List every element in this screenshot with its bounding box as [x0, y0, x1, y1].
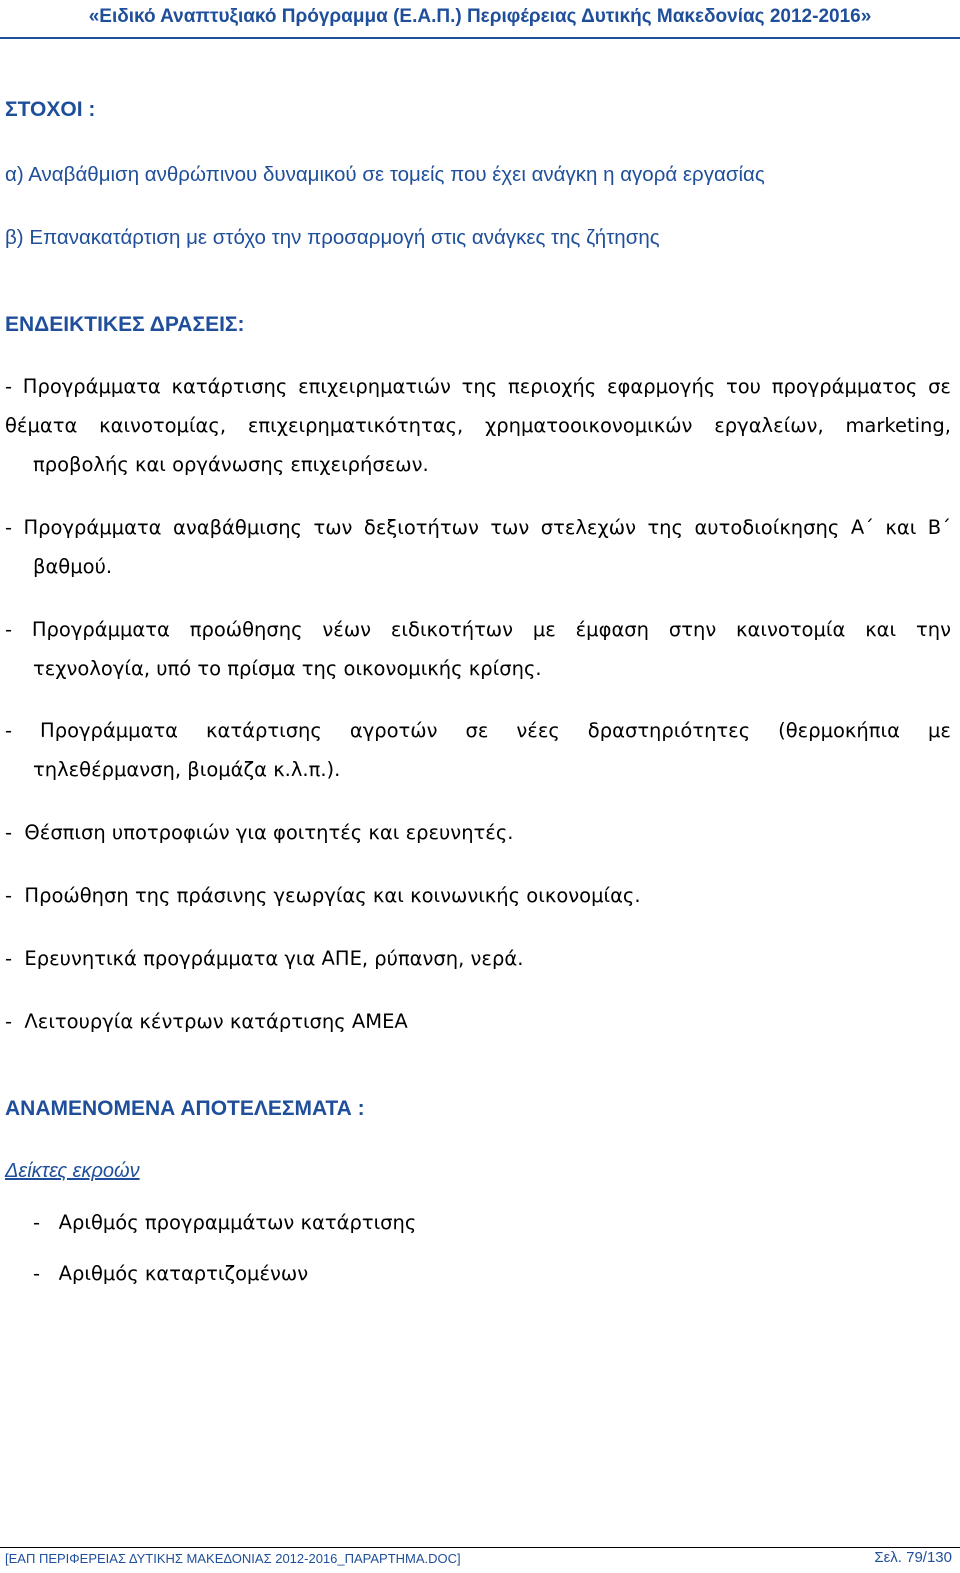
word: χρηματοοικονομικών	[485, 414, 693, 437]
word: αναβάθμισης	[173, 516, 302, 539]
word: καινοτομία	[736, 618, 846, 641]
word: -	[5, 719, 13, 742]
actions-heading: ΕΝΔΕΙΚΤΙΚΕΣ ΔΡΑΣΕΙΣ:	[5, 313, 245, 336]
word: (θερμοκήπια	[778, 719, 900, 742]
action-line: τεχνολογία, υπό το πρίσμα της οικονομικής κρίσης.	[33, 657, 542, 680]
word: προγράμματος	[771, 375, 918, 398]
action-line: - Προώθηση της πράσινης γεωργίας και κοινωνικής οικονομίας.	[5, 884, 641, 907]
word: με	[532, 618, 556, 641]
word: της	[461, 375, 498, 398]
footer-page-number: Σελ. 79/130	[874, 1549, 952, 1566]
word: σε	[465, 719, 489, 742]
action-line: - Θέσπιση υποτροφιών για φοιτητές και ερευνητές.	[5, 821, 514, 844]
indicator-item: - Αριθμός καταρτιζομένων	[33, 1262, 309, 1285]
word: με	[927, 719, 951, 742]
word: επιχειρηματιών	[298, 375, 451, 398]
header-divider	[0, 37, 960, 39]
page-header: «Ειδικό Αναπτυξιακό Πρόγραμμα (Ε.Α.Π.) Περιφέρειας Δυτικής Μακεδονίας 2012-2016»	[88, 6, 872, 27]
word: περιοχής	[507, 375, 597, 398]
word: του	[726, 375, 761, 398]
indicator-item: - Αριθμός προγραμμάτων κατάρτισης	[33, 1211, 417, 1234]
word: δραστηριότητες	[587, 719, 751, 742]
footer-document-name: [ΕΑΠ ΠΕΡΙΦΕΡΕΙΑΣ ΔΥΤΙΚΗΣ ΜΑΚΕΔΟΝΙΑΣ 2012-2016_ΠΑΡΑΡΤΗΜΑ.DOC]	[5, 1551, 461, 1566]
word: και	[865, 618, 897, 641]
word: εργαλείων,	[714, 414, 824, 437]
word: της	[647, 516, 683, 539]
word: και	[885, 516, 917, 539]
action-line: τηλεθέρμανση, βιομάζα κ.λ.π.).	[33, 758, 341, 781]
action-line	[5, 719, 951, 742]
word: αυτοδιοίκησης	[694, 516, 840, 539]
action-line: βαθμού.	[33, 555, 113, 578]
indicators-heading: Δείκτες εκροών	[5, 1160, 140, 1182]
word: Προγράμματα	[31, 618, 170, 641]
word: marketing,	[845, 414, 951, 437]
word: Προγράμματα	[40, 719, 179, 742]
word: κατάρτισης	[171, 375, 288, 398]
word: -	[5, 516, 13, 539]
footer-divider	[0, 1547, 960, 1548]
word: σε	[928, 375, 951, 398]
word: Β΄	[927, 516, 951, 539]
word: στελεχών	[540, 516, 636, 539]
word: των	[490, 516, 530, 539]
word: κατάρτισης	[206, 719, 322, 742]
word: ειδικοτήτων	[390, 618, 514, 641]
action-line: - Ερευνητικά προγράμματα για ΑΠΕ, ρύπανση, νερά.	[5, 947, 524, 970]
action-line	[5, 618, 951, 641]
action-line	[5, 516, 951, 539]
action-line	[5, 375, 951, 398]
word: θέματα	[5, 414, 78, 437]
word: νέες	[516, 719, 560, 742]
goal-item: β) Επανακατάρτιση με στόχο την προσαρμογή στις ανάγκες της ζήτησης	[5, 226, 660, 249]
word: δεξιοτήτων	[363, 516, 479, 539]
action-line: - Λειτουργία κέντρων κατάρτισης ΑΜΕΑ	[5, 1010, 408, 1033]
word: επιχειρηματικότητας,	[247, 414, 464, 437]
goal-item: α) Αναβάθμιση ανθρώπινου δυναμικού σε τομείς που έχει ανάγκη η αγορά εργασίας	[5, 163, 765, 186]
action-line: προβολής και οργάνωσης επιχειρήσεων.	[33, 453, 429, 476]
word: των	[313, 516, 353, 539]
word: στην	[668, 618, 717, 641]
word: -	[5, 375, 13, 398]
word: Α΄	[850, 516, 874, 539]
action-line	[5, 414, 951, 437]
word: Προγράμματα	[23, 516, 162, 539]
word: καινοτομίας,	[99, 414, 227, 437]
word: νέων	[322, 618, 372, 641]
word: την	[915, 618, 951, 641]
word: Προγράμματα	[22, 375, 161, 398]
word: -	[5, 618, 13, 641]
word: έμφαση	[575, 618, 650, 641]
word: αγροτών	[349, 719, 438, 742]
goals-heading: ΣΤΟΧΟΙ :	[5, 98, 96, 121]
results-heading: ΑΝΑΜΕΝΟΜΕΝΑ ΑΠΟΤΕΛΕΣΜΑΤΑ :	[5, 1097, 365, 1120]
word: εφαρμογής	[606, 375, 716, 398]
word: προώθησης	[189, 618, 303, 641]
